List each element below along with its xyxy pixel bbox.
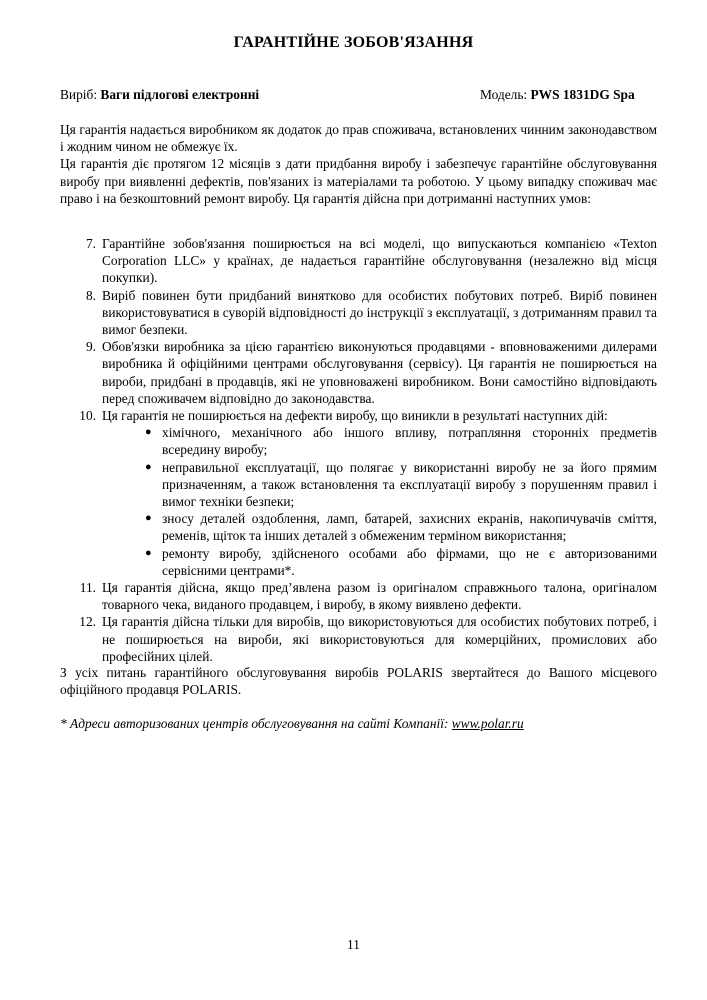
condition-number: 9.: [85, 339, 96, 355]
condition-number: 8.: [85, 287, 96, 303]
exclusion-text: ремонту виробу, здійсненого особами або фірмами, що не є авторизованими сервісними центрами*.: [162, 545, 657, 578]
conditions-list: [60, 235, 657, 665]
condition-text: Обов'язки виробника за цією гарантією виконуються продавцями - вповноваженими дилерами виробника й офіційними центрами обслуговування (сервісу). Ця гарантія не поширюється на вироби, придбані в продавців, які не уповноважені виробником. Вони самостійно відповідають перед споживачем відповідно до законодавства.: [102, 339, 657, 406]
exclusions-list: [102, 424, 657, 579]
product-value: Ваги підлогові електронні: [100, 87, 260, 102]
condition-number: 11.: [79, 580, 96, 596]
exclusion-item: [102, 545, 657, 579]
condition-text: Ця гарантія дійсна, якщо пред’явлена разом із оригіналом справжнього талона, оригіналом товарного чека, виданого продавцем, і виробу, в якому виявлено дефекти.: [102, 580, 657, 613]
condition-item: [60, 287, 657, 339]
exclusion-text: неправильної експлуатації, що полягає у використанні виробу не за його прямим призначенням, а також встановлення та експлуатації виробу з порушенням правил і вимог техніки безпеки;: [162, 459, 657, 510]
page-number: 11: [347, 937, 360, 952]
condition-number: 10.: [79, 408, 96, 424]
intro-paragraph: Ця гарантія надається виробником як додаток до прав споживача, встановлених чинним законодавством і жодним чином не обмежує їх.: [60, 122, 657, 155]
condition-item: [60, 613, 657, 665]
intro-section: [60, 121, 657, 207]
condition-text: Ця гарантія дійсна тільки для виробів, що використовуються для особистих побутових потреб, і не поширюється на вироби, які використовуються для комерційних, промислових або професійних цілей.: [102, 614, 657, 664]
product-info: [60, 86, 259, 103]
model-label: Модель:: [480, 87, 531, 102]
document-title: ГАРАНТІЙНЕ ЗОБОВ'ЯЗАННЯ: [233, 34, 474, 51]
exclusion-item: [102, 459, 657, 511]
condition-item: [60, 235, 657, 287]
exclusion-item: [102, 510, 657, 544]
condition-item: [60, 338, 657, 407]
condition-number: 12.: [79, 614, 96, 630]
bullet-icon: ●: [145, 460, 152, 473]
footnote: [60, 715, 657, 732]
condition-text: Виріб повинен бути придбаний винятково для особистих побутових потреб. Виріб повинен використовуватися в суворій відповідності до інструкції з експлуатації, з дотриманням правил та вимог безпеки.: [102, 287, 657, 338]
condition-item: [60, 407, 657, 579]
intro-paragraph: Ця гарантія діє протягом 12 місяців з дати придбання виробу і забезпечує гарантійне обслуговування виробу при виявленні дефектів, пов'язаних із матеріалами та роботою. У цьому випадку споживач має право і на безкоштовний ремонт виробу. Ця гарантія дійсна при дотриманні наступних умов:: [60, 156, 657, 206]
bullet-icon: ●: [145, 512, 152, 525]
condition-text: Гарантійне зобов'язання поширюється на всі моделі, що випускаються компанією «Texton Corporation LLC» у країнах, де надається гарантійне обслуговування (незалежно від місця покупки).: [102, 236, 657, 286]
model-value: PWS 1831DG Spa: [530, 87, 635, 102]
exclusion-text: хімічного, механічного або іншого впливу, потрапляння сторонніх предметів всередину виробу;: [162, 425, 657, 458]
exclusion-text: зносу деталей оздоблення, ламп, батарей, захисних екранів, накопичувачів сміття, ременів, щіток та інших деталей з обмеженим терміном використання;: [162, 511, 657, 544]
contact-paragraph: З усіх питань гарантійного обслуговування виробів POLARIS звертайтеся до Вашого місцевого офіційного продавця POLARIS.: [60, 665, 657, 698]
product-label: Виріб:: [60, 87, 101, 102]
model-info: [480, 86, 635, 103]
condition-number: 7.: [85, 236, 96, 251]
condition-item: [60, 579, 657, 613]
bullet-icon: ●: [145, 426, 152, 439]
website-link[interactable]: www.polar.ru: [451, 716, 524, 731]
bullet-icon: ●: [145, 546, 152, 559]
condition-text: Ця гарантія не поширюється на дефекти виробу, що виникли в результаті наступних дій:: [102, 408, 608, 424]
footnote-text: * Адреси авторизованих центрів обслуговування на сайті Компанії:: [60, 716, 452, 731]
exclusion-item: [102, 424, 657, 458]
